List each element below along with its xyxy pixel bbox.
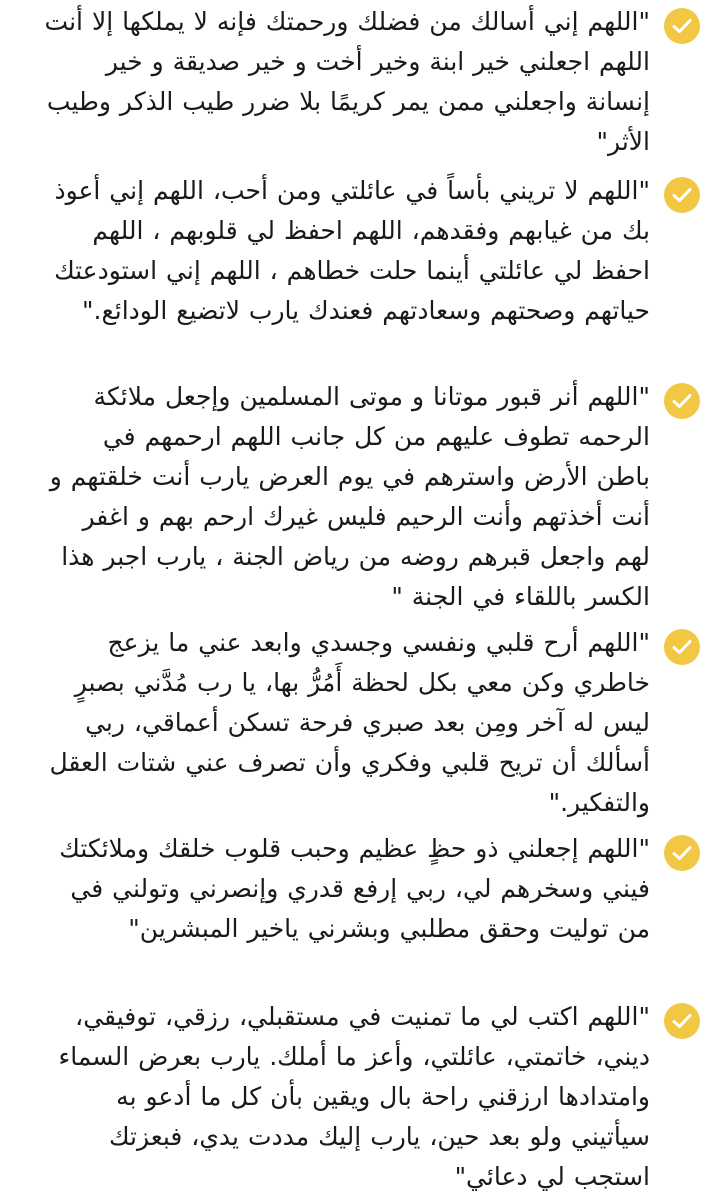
list-item (44, 2, 650, 162)
dua-text: "اللهم لا تريني بأساً في عائلتي ومن أحب، اللهم إني أعوذ بك من غيابهم وفقدهم، اللهم احفظ لي قلوبهم ، اللهم احفظ لي عائلتي أينما حلت خطاهم ، اللهم إني استودعتك حياتهم وصحتهم وسعادتهم فعندك يارب لاتضيع الودائع." (54, 176, 650, 325)
list-item (44, 377, 650, 617)
check-circle-icon (664, 629, 700, 665)
list-item (44, 171, 650, 331)
dua-text: "اللهم اكتب لي ما تمنيت في مستقبلي، رزقي، توفيقي، ديني، خاتمتي، عائلتي، وأعز ما أملك. يارب بعرض السماء وامتدادها ارزقني راحة بال ويقين بأن كل ما أدعو به سيأتيني ولو بعد حين، يارب إليك مددت يدي، فبعزتك استجب لي دعائي" (58, 1002, 650, 1191)
check-circle-icon (664, 383, 700, 419)
list-item (44, 829, 650, 949)
dua-text: "اللهم أنر قبور موتانا و موتى المسلمين وإجعل ملائكة الرحمه تطوف عليهم من كل جانب اللهم ارحمهم في باطن الأرض واسترهم في يوم العرض يارب أنت خلقتهم و أنت أخذتهم وأنت الرحيم فليس غيرك ارحم بهم و اغفر لهم واجعل قبرهم روضه من رياض الجنة ، يارب اجبر هذا الكسر باللقاء في الجنة " (49, 382, 650, 611)
list-item (44, 997, 650, 1197)
check-circle-icon (664, 177, 700, 213)
list-item (44, 623, 650, 823)
check-circle-icon (664, 1003, 700, 1039)
dua-text: "اللهم إني أسالك من فضلك ورحمتك فإنه لا يملكها إلا أنت اللهم اجعلني خير ابنة وخير أخت و خير صديقة و خير إنسانة واجعلني ممن يمر كريمًا بلا ضرر طيب الذكر وطيب الأثر" (44, 7, 650, 156)
check-circle-icon (664, 8, 700, 44)
dua-text: "اللهم أرح قلبي ونفسي وجسدي وابعد عني ما يزعج خاطري وكن معي بكل لحظة أَمُرُّ بها، يا رب مُدَّني بصبرٍ ليس له آخر ومِن بعد صبري فرحة تسكن أعماقي، ربي أسألك أن تريح قلبي وفكري وأن تصرف عني شتات العقل والتفكير." (49, 628, 650, 817)
check-circle-icon (664, 835, 700, 871)
dua-text: "اللهم إجعلني ذو حظٍ عظيم وحبب قلوب خلقك وملائكتك فيني وسخرهم لي، ربي إرفع قدري وإنصرني وتولني في من توليت وحقق مطلبي وبشرني ياخير المبشرين" (59, 834, 650, 943)
